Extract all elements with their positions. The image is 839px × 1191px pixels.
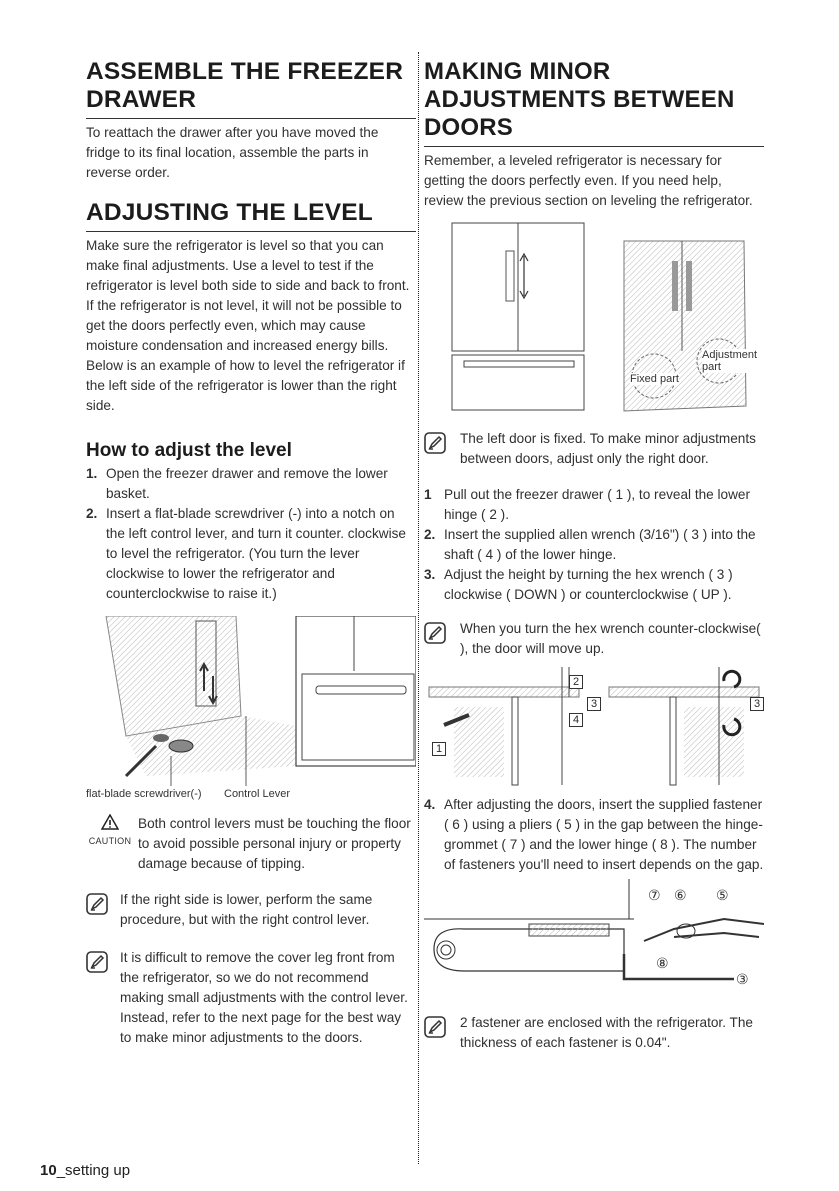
note-pencil-icon (424, 1016, 446, 1038)
callout-3b: 3 (750, 697, 764, 711)
minor-adjustments-title: MAKING MINOR ADJUSTMENTS BETWEEN DOORS (424, 58, 764, 147)
adjusting-body: Make sure the refrigerator is level so that you can make final adjustments. Use a level to test if the refrigerator is level both side to side and back to front. If the refrigerator is not level, it will not be possible to get the doors perfectly even, which may cause moisture condensation and increased energy bills. Below is an example of how to level the refrigerator if the left side of the refrigerator is lower than the right side. (86, 238, 410, 413)
note-block-cover-leg (86, 948, 416, 1048)
hinge-figure (424, 667, 764, 787)
note-counterclockwise (424, 619, 764, 659)
caution-text: Both control levers must be touching the floor to avoid possible personal injury or property damage because of tipping. (138, 816, 411, 871)
note-fasteners (424, 1013, 764, 1053)
callout-3c: ③ (736, 971, 749, 987)
how-to-step-1 (86, 464, 416, 504)
how-to-step-2 (86, 504, 416, 604)
doors-illustration (424, 221, 764, 417)
step-number: 2. (424, 527, 436, 542)
note-pencil-icon (86, 893, 108, 915)
callout-7: ⑦ (648, 887, 661, 903)
step-number: 1. (86, 466, 98, 481)
how-to-title: How to adjust the level (86, 440, 292, 461)
callout-2: 2 (569, 675, 583, 689)
step-number: 1 (424, 487, 432, 502)
leveling-figure (86, 616, 416, 806)
step-text: Open the freezer drawer and remove the lower basket. (106, 466, 388, 501)
note-text: When you turn the hex wrench counter-clockwise( ), the door will move up. (460, 621, 761, 656)
fixed-part-label: Fixed part (630, 373, 679, 385)
callout-5: ⑤ (716, 887, 729, 903)
left-column (86, 58, 416, 1048)
fastener-illustration (424, 879, 764, 999)
step-text: Pull out the freezer drawer ( 1 ), to reveal the lower hinge ( 2 ). (444, 487, 750, 522)
step-number: 4. (424, 797, 436, 812)
assemble-body: To reattach the drawer after you have moved the fridge to its final location, assemble the parts in reverse order. (86, 125, 379, 180)
step-text: Insert a flat-blade screwdriver (-) into a notch on the left control lever, and turn it counter. clockwise to level the refrigerator. (You turn the lever clockwise to lower the refrigerator and counterclockwise to raise it.) (106, 506, 406, 601)
fastener-figure (424, 879, 764, 999)
leveling-illustration (86, 616, 416, 786)
assemble-title: ASSEMBLE THE FREEZER DRAWER (86, 58, 416, 119)
page-number: 10 (40, 1162, 57, 1179)
step-text: Insert the supplied allen wrench (3/16") ( 3 ) into the shaft ( 4 ) of the lower hinge. (444, 527, 756, 562)
adjust-step-1 (424, 485, 764, 525)
callout-6: ⑥ (674, 887, 687, 903)
note-left-door-fixed (424, 429, 764, 469)
hinge-illustration (424, 667, 764, 787)
step-number: 2. (86, 506, 98, 521)
minor-adjustments-body: Remember, a leveled refrigerator is necessary for getting the doors perfectly even. If you need help, review the previous section on leveling the refrigerator. (424, 153, 753, 208)
callout-1: 1 (432, 742, 446, 756)
section-name: _setting up (56, 1162, 131, 1179)
warning-triangle-icon (86, 814, 134, 846)
step-text: Adjust the height by turning the hex wrench ( 3 ) clockwise ( DOWN ) or counterclockwise ( UP ). (444, 567, 733, 602)
note-text: 2 fastener are enclosed with the refrigerator. The thickness of each fastener is 0.04". (460, 1015, 753, 1050)
caution-label: CAUTION (88, 836, 132, 846)
control-lever-label: Control Lever (224, 788, 291, 800)
caution-block (86, 814, 416, 874)
callout-4: 4 (569, 713, 583, 727)
step-number: 3. (424, 567, 436, 582)
adjusting-title: ADJUSTING THE LEVEL (86, 199, 416, 232)
adjust-step-4 (424, 795, 764, 875)
adjust-step-3 (424, 565, 764, 605)
page-footer (40, 1162, 130, 1179)
callout-3: 3 (587, 697, 601, 711)
note-pencil-icon (86, 951, 108, 973)
note-pencil-icon (424, 432, 446, 454)
column-divider (418, 52, 419, 1164)
callout-8: ⑧ (656, 955, 669, 971)
screwdriver-label: flat-blade screwdriver(-) (86, 788, 202, 800)
note-text: It is difficult to remove the cover leg front from the refrigerator, so we do not recommend making small adjustments with the control lever. Instead, refer to the next page for the best way to make minor adjustments to the doors. (120, 950, 408, 1045)
note-text: If the right side is lower, perform the same procedure, but with the right control lever. (120, 892, 373, 927)
note-pencil-icon (424, 622, 446, 644)
adjustment-part-label: Adjustment part (702, 349, 764, 373)
note-block-right-side (86, 890, 416, 930)
adjust-step-2 (424, 525, 764, 565)
step-text: After adjusting the doors, insert the supplied fastener ( 6 ) using a pliers ( 5 ) in the gap between the hinge-grommet ( 7 ) and the lower hinge ( 8 ). The number of fasteners you'll need to insert depends on the gap. (444, 797, 764, 872)
doors-figure (424, 221, 764, 417)
note-text: The left door is fixed. To make minor adjustments between doors, adjust only the right door. (460, 431, 756, 466)
right-column (424, 58, 764, 1053)
